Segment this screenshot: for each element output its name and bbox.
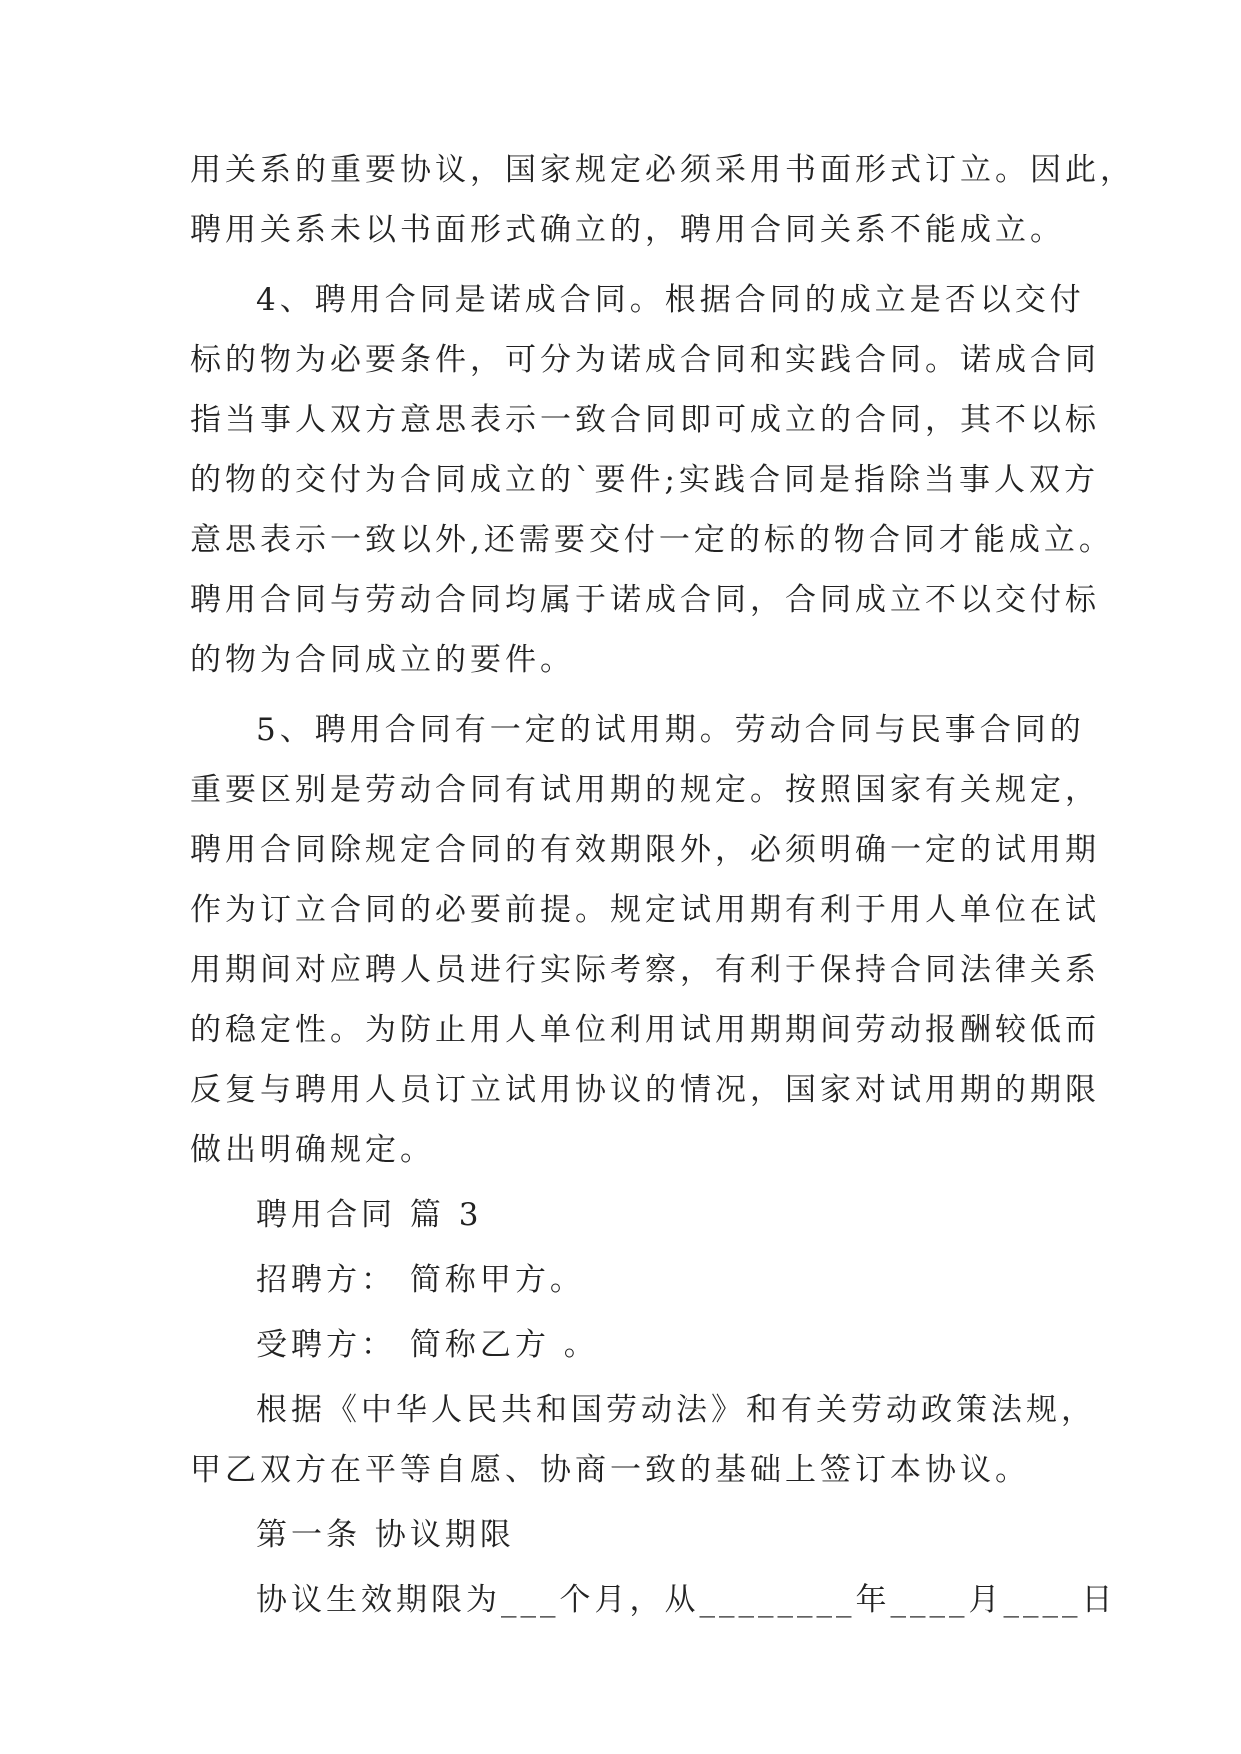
text-line: 做出明确规定。 <box>190 1132 435 1168</box>
text-line: 用期间对应聘人员进行实际考察，有利于保持合同法律关系 <box>190 952 1100 988</box>
term-line: 协议生效期限为___个月，从________年____月____日 <box>256 1582 1117 1618</box>
article-heading: 第一条 协议期限 <box>256 1517 515 1553</box>
section-heading: 聘用合同 篇 3 <box>256 1197 483 1233</box>
text-line: 聘用合同与劳动合同均属于诺成合同，合同成立不以交付标 <box>190 582 1100 618</box>
text-line: 甲乙双方在平等自愿、协商一致的基础上签订本协议。 <box>190 1452 1030 1488</box>
employer-line: 招聘方： 简称甲方。 <box>256 1262 585 1298</box>
paragraph-start-4: 4、聘用合同是诺成合同。根据合同的成立是否以交付 <box>256 282 1085 318</box>
paragraph-start-basis: 根据《中华人民共和国劳动法》和有关劳动政策法规， <box>256 1392 1096 1428</box>
text-line: 用关系的重要协议，国家规定必须采用书面形式订立。因此， <box>190 152 1135 188</box>
paragraph-start-5: 5、聘用合同有一定的试用期。劳动合同与民事合同的 <box>256 712 1085 748</box>
text-line: 的稳定性。为防止用人单位利用试用期期间劳动报酬较低而 <box>190 1012 1100 1048</box>
text-line: 指当事人双方意思表示一致合同即可成立的合同，其不以标 <box>190 402 1100 438</box>
text-line: 聘用关系未以书面形式确立的，聘用合同关系不能成立。 <box>190 212 1065 248</box>
text-line: 作为订立合同的必要前提。规定试用期有利于用人单位在试 <box>190 892 1100 928</box>
text-line: 聘用合同除规定合同的有效期限外，必须明确一定的试用期 <box>190 832 1100 868</box>
text-line: 标的物为必要条件，可分为诺成合同和实践合同。诺成合同 <box>190 342 1100 378</box>
text-line: 反复与聘用人员订立试用协议的情况，国家对试用期的期限 <box>190 1072 1100 1108</box>
text-line: 意思表示一致以外,还需要交付一定的标的物合同才能成立。 <box>190 522 1114 558</box>
text-line: 的物的交付为合同成立的`要件;实践合同是指除当事人双方 <box>190 462 1099 498</box>
text-line: 重要区别是劳动合同有试用期的规定。按照国家有关规定， <box>190 772 1100 808</box>
employee-line: 受聘方： 简称乙方 。 <box>256 1327 599 1363</box>
text-line: 的物为合同成立的要件。 <box>190 642 575 678</box>
